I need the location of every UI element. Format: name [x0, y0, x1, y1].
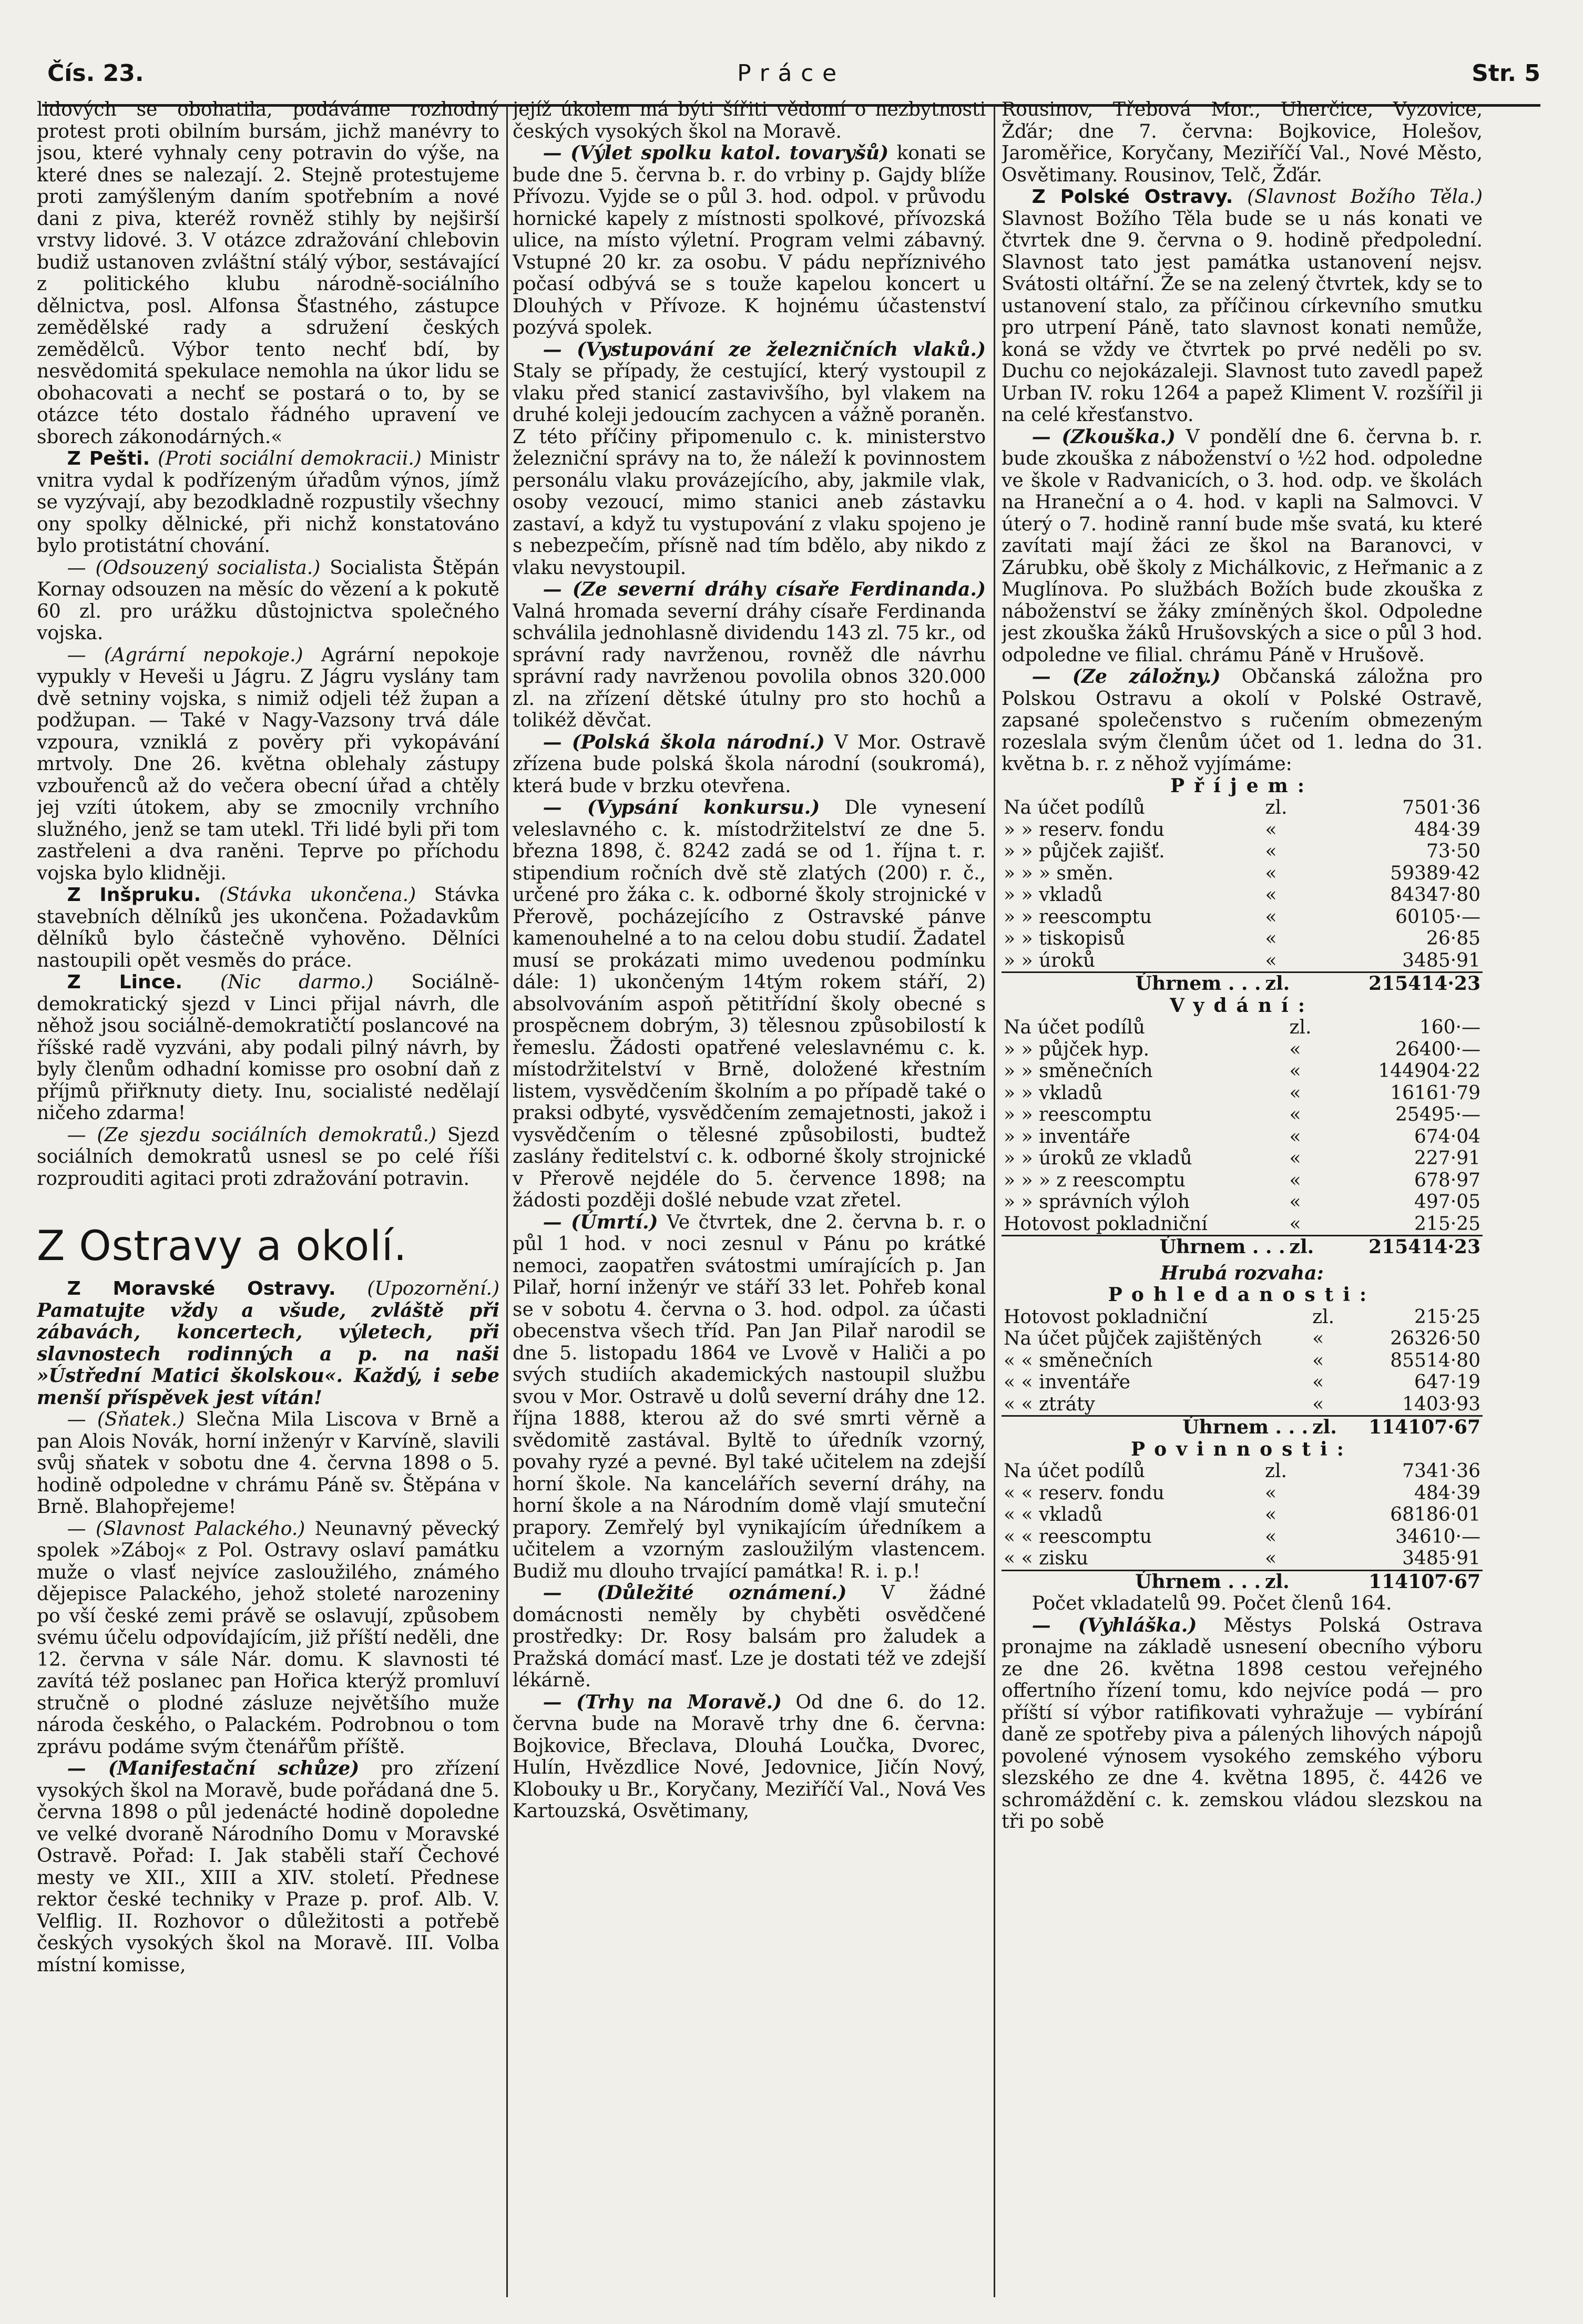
article-headline: — (Vyhláška.)	[1031, 1614, 1197, 1636]
table-row	[1002, 1039, 1483, 1061]
row-currency: zl.	[1265, 797, 1288, 818]
row-currency: zl.	[1265, 1460, 1287, 1482]
row-amount: 144904·22	[1378, 1060, 1480, 1082]
table-row	[1002, 1060, 1483, 1082]
table-row	[1002, 906, 1483, 928]
article-headline: — (Ze severní dráhy císaře Ferdinanda.)	[543, 578, 986, 600]
article-palacky	[37, 1518, 499, 1758]
row-label: « « zisku	[1004, 1548, 1088, 1569]
row-amount: 34610·—	[1395, 1526, 1480, 1548]
row-currency: «	[1265, 1526, 1277, 1548]
article-headline: — (Ze záložny.)	[1031, 666, 1221, 688]
row-currency: «	[1289, 1125, 1301, 1148]
article-vystupovani	[513, 339, 986, 579]
row-currency: «	[1289, 1104, 1301, 1125]
row-amount: 484·39	[1414, 1482, 1480, 1504]
row-currency: «	[1289, 1060, 1301, 1082]
article-trhy	[513, 1692, 986, 1823]
table-row	[1002, 1394, 1483, 1416]
article-text: Ministr vnitra vydal k podřízeným úřadům výnos, jímž se vyzývají, aby bezodkladně rozpustily všechny ony spolky dělnické, při nichž konstatováno bylo protistátní chování.	[37, 448, 499, 557]
row-currency: «	[1289, 1191, 1301, 1213]
table-povinnosti	[1002, 1460, 1483, 1593]
row-amount: 497·05	[1414, 1191, 1480, 1213]
row-currency: zl.	[1289, 1017, 1312, 1038]
article-headline: — (Slavnost Palackého.)	[67, 1518, 305, 1540]
table-body	[1002, 797, 1483, 972]
article-headline: — (Sňatek.)	[67, 1409, 185, 1430]
row-amount: 215·25	[1414, 1306, 1480, 1328]
row-currency: «	[1289, 1148, 1301, 1169]
row-amount: 678·97	[1414, 1169, 1480, 1191]
row-currency: zl.	[1312, 1306, 1335, 1328]
article-text: Valná hromada severní dráhy císaře Ferdinanda schválila jednohlasně dividendu 143 zl. 75 kr., od správní rady navrženou, rovněž dle návrhu správní rady navrženou povolila obnos 320.000 zl. na zřízení dětské útulny pro sto hochů a tolikéž děvčat.	[513, 600, 986, 731]
row-label: Na účet podílů	[1004, 1460, 1145, 1482]
total-amount: 114107·67	[1299, 1570, 1483, 1593]
row-currency: «	[1289, 1169, 1301, 1191]
article-text: Agrární nepokoje vypukly v Heveši u Jágru. Z Jágru vyslány tam dvě setniny vojska, s nimiž odjeli též župan a podžupan. — Také v Nagy-Vazsony trvá dále vzpoura, vzniklá z pověry při vykopávání mrtvoly. Dne 26. května oblehaly zástupy vzbouřenců až do večera obecní úřad a chtěly jej vzíti útokem, aby se zmocnily vrchního služného, jenž se tam utekl. Tři lidé byli při tom zastřeleni a dva raněni. Teprve po příchodu vojska bylo klidněji.	[37, 644, 499, 884]
total-label: Úhrnem . . .	[1002, 1570, 1263, 1593]
article-headline: — (Úmrtí.)	[543, 1211, 658, 1233]
row-amount: 3485·91	[1402, 1548, 1480, 1569]
article-polska-skola	[513, 732, 986, 797]
row-label: » » inventáře	[1004, 1125, 1130, 1148]
article-text: Staly se případy, že cestující, který vystoupil z vlaku před stanicí zastavivšího, byl vlakem na druhé koleji jedoucím zachycen a vážně poraněn. Z této příčiny připomenulo c. k. ministerstvo železniční správy na to, že náleží k povinnostem personálu vlaku provázejícího, aby, jakmile vlak, osoby vezoucí, mimo stanici aneb zástavku zastaví, a když tu vystupování z vlaku spojeno je s nebezpečím, přísně nad tím bdělo, aby nikdo z vlaku nevystoupil.	[513, 361, 986, 579]
article-headline: (Proti sociální demokracii.)	[158, 448, 422, 469]
total-label: Úhrnem . . .	[1002, 972, 1263, 995]
article-text: Stávka stavebních dělníků jes ukončena. Požadavkům dělníků bylo částečně vyhověno. Dělníci nastoupili opět vesměs do práce.	[37, 884, 499, 971]
newspaper-title: Práce	[737, 60, 845, 87]
article-dulezite	[513, 1582, 986, 1692]
total-label: Úhrnem . . .	[1002, 1236, 1288, 1258]
article-text: konati se bude dne 5. června b. r. do vrbiny p. Gajdy blíže Přívozu. Vyjde se o půl 3. hod. odpol. v průvodu hornické kapely z místnosti spolkové, přívozská ulice, na místo výletní. Program velmi zábavný. Vstupné 20 kr. za osobu. V pádu nepříznivého počasí odbývá se s touže kapelou koncert u Dlouhých v Přívoze. K hojnému účastenství pozývá spolek.	[513, 142, 986, 339]
article-text: Městys Polská Ostrava pronajme na základě usnesení obecního výboru ze dne 26. května 1898 cestou veřejného offertního řízení tomu, kdo nejvíce podá — pro příští sí výbor ratifikovati vyhražuje — vybírání daně ze spotřeby piva a pálených lihových nápojů povolené výnosem vysokého zemského výboru slezského ze dne 4. května 1895, č. 4426 ve schromáždění c. k. zemskou vládou slezskou na tři po sobě	[1002, 1614, 1483, 1832]
table-row	[1002, 1504, 1483, 1526]
article-text: V žádné domácnosti neměly by chyběti osvědčené prostředky: Dr. Rosy balsám pro žaludek a Pražská domácí masť. Lze je dostati též ve zdejší lékárně.	[513, 1582, 986, 1691]
row-currency: «	[1265, 884, 1277, 906]
row-currency: «	[1312, 1393, 1324, 1415]
table-vydani	[1002, 1017, 1483, 1258]
table-row	[1002, 1328, 1483, 1350]
total-currency: zl.	[1288, 1236, 1323, 1258]
table-row	[1002, 1126, 1483, 1148]
row-label: « « vkladů	[1004, 1504, 1103, 1526]
total-amount: 215414·23	[1323, 1236, 1483, 1258]
article-konkurs	[513, 797, 986, 1212]
article-headline: — (Výlet spolku katol. tovaryšů)	[543, 142, 889, 164]
total-amount: 215414·23	[1299, 972, 1483, 995]
table-body	[1002, 1306, 1483, 1416]
row-amount: 674·04	[1414, 1125, 1480, 1148]
article-manifestace	[37, 1758, 499, 1976]
article-text: Občanská záložna pro Polskou Ostravu a okolí v Polské Ostravě, zapsané společenstvo s ručením obmezeným rozeslala svým členům účet od 1. ledna do 31. května b. r. z něhož vyjímáme:	[1002, 666, 1483, 775]
row-currency: «	[1289, 1082, 1301, 1104]
page-number: Str. 5	[1472, 60, 1540, 87]
table-body	[1002, 1017, 1483, 1236]
table-prijem	[1002, 797, 1483, 995]
row-label: « « reescomptu	[1004, 1526, 1152, 1548]
row-label: » » směnečních	[1004, 1060, 1153, 1082]
row-currency: «	[1265, 1482, 1277, 1504]
article-text: Sjezd sociálních demokratů usnesl se po celé říši rozprouditi agitaci proti zdražování potravin.	[37, 1124, 499, 1190]
column-divider	[506, 105, 508, 2297]
row-amount: 16161·79	[1390, 1082, 1480, 1104]
table-row	[1002, 863, 1483, 885]
row-amount: 84347·80	[1390, 884, 1480, 906]
row-label: » » tiskopisů	[1004, 928, 1126, 949]
row-currency: «	[1265, 818, 1277, 841]
row-currency: «	[1265, 906, 1277, 928]
row-amount: 26·85	[1426, 928, 1480, 949]
article-drahy	[513, 579, 986, 732]
article-snatek	[37, 1409, 499, 1518]
total-currency: zl.	[1310, 1416, 1346, 1439]
article-headline: — (Trhy na Moravě.)	[543, 1691, 782, 1713]
table-heading-rozvaha: Hrubá rozvaha:	[1160, 1262, 1324, 1284]
article-text: Ve čtvrtek, dne 2. června b. r. o půl 1 hod. v noci zesnul v Pánu po krátké nemoci, zaopatřen svátostmi umírajících p. Jan Pilař, horní inženýr ve stáří 33 let. Pohřeb konal se v sobotu 4. června o 3. hod. odpol. za účasti obecenstva všech tříd. Pan Jan Pilař narodil se dne 5. listopadu 1864 ve Lvově v Haliči a po svých studiích akademických nastoupil službu svou v Mor. Ostravě u dolů severní dráhy dne 12. října 1888, kterou až do své smrti věrně a svědomitě zastával. Byltě to úředník vzorný, povahy ryzé a pevné. Byl také učitelem na zdejší horní škole. Na kancelářích severní dráhy, na horní škole a na Národním domě vlají smuteční prapory. Zemřelý byl vynikajícím úředníkem a učitelem a vzorným zasloužilým vlastencem. Budiž mu dlouho trvající památka! R. i. p.!	[513, 1211, 986, 1582]
article-zkouska	[1002, 426, 1483, 667]
article-text: Od dne 6. do 12. června bude na Moravě trhy dne 6. června: Bojkovice, Břeclava, Dlouhá Loučka, Dvorec, Hulín, Hvězdlice Nové, Jedovnice, Jičín Nový, Klobouky u Br., Koryčany, Meziříčí Val., Nová Ves Kartouzská, Osvětimany,	[513, 1691, 986, 1822]
row-currency: «	[1265, 862, 1277, 884]
table-pohledavky	[1002, 1306, 1483, 1439]
row-label: « « reserv. fondu	[1004, 1482, 1165, 1504]
total-currency: zl.	[1263, 1570, 1299, 1593]
article-pest	[37, 448, 499, 557]
row-amount: 85514·80	[1390, 1349, 1480, 1371]
table-row	[1002, 1213, 1483, 1236]
row-label: » » půjček hyp.	[1004, 1038, 1150, 1060]
article-headline: — (Odsouzený socialista.)	[67, 557, 321, 579]
table-heading-povinnosti: Povinnosti:	[1131, 1438, 1353, 1460]
row-amount: 227·91	[1414, 1148, 1480, 1169]
article-headline: — (Zkouška.)	[1031, 425, 1176, 448]
article-headline: — (Polská škola národní.)	[543, 731, 825, 753]
table-row	[1002, 841, 1483, 863]
article-vylet	[513, 142, 986, 339]
article-text: Dle vynesení veleslavného c. k. místodržitelství ze dne 5. března 1898, č. 8242 zadá se od 1. října t. r. stipendium ročních dvě stě zlatých (200) r. č., určené pro žáka c. k. odborné školy strojnické v Přerově, pocházejícího z Ostravské pánve kamenouhelné a to na celou dobu studií. Žadatel musí se prokázati mimo uvedenou podmínku dále: 1) ukončeným 14tým rokem stáří, 2) absolvováním aspoň pětitřídní školy obecné s prospěcnem dobrým, 3) tělesnou způsobilostí k řemeslu. Žádosti opatřené veleslavnému c. k. místodržitelství v Brně, doložené křestním listem, vysvědčením školním a po případě také o praksi odbyté, vysvědčením zemajetnosti, jakož i vysvědčením o tělesné způsobilosti, budtež zaslány ředitelství c. k. odborné školy strojnické v Přerově nejdéle do 5. července 1898; na žádosti později došlé nebude vzat zřetel.	[513, 797, 986, 1211]
total-currency: zl.	[1263, 972, 1299, 995]
table-row	[1002, 1082, 1483, 1104]
table-row	[1002, 797, 1483, 819]
row-currency: «	[1312, 1349, 1324, 1371]
row-currency: «	[1289, 1038, 1301, 1060]
article-location: Z Pešti.	[67, 448, 150, 469]
table-heading-pohledavky: Pohledanosti:	[1108, 1284, 1376, 1306]
table-heading-vydani: Vydání:	[1169, 994, 1315, 1017]
row-label: » » reescomptu	[1004, 1104, 1152, 1125]
article-zalozna	[1002, 666, 1483, 775]
table-row	[1002, 1170, 1483, 1192]
article-text: Slavnost Božího Těla bude se u nás konati ve čtvrtek dne 9. června o 9. hodině předpolední. Slavnost tato jest památka ustanovení nejsv. Svátosti oltářní. Že se na zelený čtvrtek, kdy se to ustanovení stalo, za příčinou církevního smutku pro utrpení Páně, tato slavnost konati nemůže, koná se vždy ve čtvrtek po prvé neděli po sv. Duchu co nejokázaleji. Slavnost tuto zavedl papež Urban IV. roku 1264 a papež Kliment V. rozšířil ji na celé křesťanstvo.	[1002, 208, 1483, 426]
row-label: » » reserv. fondu	[1004, 818, 1165, 841]
row-amount: 25495·—	[1395, 1104, 1480, 1125]
article-location: Z Lince.	[67, 971, 183, 993]
article-pocet: Počet vkladatelů 99. Počet členů 164.	[1031, 1593, 1392, 1614]
row-currency: «	[1265, 841, 1277, 862]
row-amount: 484·39	[1414, 818, 1480, 841]
table-row	[1002, 1148, 1483, 1170]
section-title: Z Ostravy a okolí.	[37, 1223, 407, 1270]
article-text: Neunavný pěvecký spolek »Záboj« z Pol. Ostravy oslaví památku muže o vlasť nejvíce zasloužilého, známého dějepisce Palackého, jehož stoleté narozeniny po vší české zemi právě se oslavují, způsobem svému účelu odpovídajícím, již příští neděli, dne 12. června v sále Nár. domu. K slavnosti té zavítá též poslanec pan Hořica kterýž promluví stručně o plodné zásluze největšího muže národa českého, o Palackém. Podrobnou o tom zprávu podáme svým čtenářům příště.	[37, 1518, 499, 1758]
article-paragraph: Rousinov, Třebová Mor., Uherčice, Vyzovice, Žďár; dne 7. června: Bojkovice, Holešov, Jaroměřice, Koryčany, Meziříčí Val., Nové Město, Osvětimany. Rousinov, Telč, Žďár.	[1002, 99, 1483, 186]
article-paragraph: jejíž úkolem má býti šířiti vědomí o nezbytnosti českých vysokých škol na Moravě.	[513, 99, 986, 142]
article-headline: (Nic darmo.)	[220, 971, 374, 993]
article-text: Pamatujte vždy a všude, zvláště při zábavách, koncertech, výletech, při slavnostech rodinných a p. na naši »Ústřední Matici školskou«. Každý, i sebe menší příspěvek jest vítán!	[37, 1299, 499, 1409]
column-divider	[994, 105, 995, 2297]
row-label: Hotovost pokladniční	[1004, 1213, 1208, 1235]
table-row	[1002, 884, 1483, 906]
table-row	[1002, 1482, 1483, 1504]
article-headline: (Upozornění.)	[367, 1278, 499, 1299]
table-total-row	[1002, 1236, 1483, 1258]
issue-number: Čís. 23.	[47, 60, 144, 87]
table-total-row	[1002, 1416, 1483, 1439]
row-label: » » úroků ze vkladů	[1004, 1148, 1192, 1169]
article-location: Z Moravské Ostravy.	[67, 1278, 336, 1299]
column-3	[1002, 99, 1483, 2304]
article-headline: (Slavnost Božího Těla.)	[1247, 186, 1483, 208]
article-headline: — (Důležité oznámení.)	[543, 1582, 847, 1604]
table-row	[1002, 1460, 1483, 1482]
article-headline: (Stávka ukončena.)	[219, 884, 416, 906]
row-amount: 3485·91	[1402, 949, 1480, 971]
row-currency: «	[1312, 1371, 1324, 1393]
row-label: Na účet podílů	[1004, 797, 1145, 818]
total-label: Úhrnem . . .	[1002, 1416, 1310, 1439]
article-sjezd	[37, 1124, 499, 1190]
table-row	[1002, 1548, 1483, 1570]
article-moravska	[37, 1278, 499, 1409]
row-currency: «	[1265, 1504, 1277, 1526]
article-location: Z Polské Ostravy.	[1031, 186, 1233, 208]
article-location: Z Inšpruku.	[67, 884, 201, 906]
row-label: » » správních výloh	[1004, 1191, 1190, 1213]
row-label: « « ztráty	[1004, 1393, 1095, 1415]
article-text: Sociálně-demokratický sjezd v Linci přijal návrh, dle něhož jsou sociálně-demokratičtí poslancové na říšské radě vyzváni, aby podali pilný návrh, by byly členům odhadní komisse pro osobní daň z příjmů přiřknuty diety. Inu, socialisté nedělají ničeho zdarma!	[37, 971, 499, 1124]
article-agrarni	[37, 644, 499, 885]
article-linec	[37, 971, 499, 1124]
table-row	[1002, 928, 1483, 950]
article-text: V pondělí dne 6. června b. r. bude zkouška z náboženství o ½2 hod. odpoledne ve škole v Radvanicích, o 3. hod. odp. ve školách na Hraneční a o 4. hod. v kapli na Salmovci. V úterý o 7. hodině ranní bude mše svatá, ku které zavítati mají žáci ze škol na Baranovci, v Zárubku, obě školy z Michálkovic, z Heřmanic a z Muglínova. Po službách Božích bude zkouška z náboženství se žáky zmíněných škol. Odpoledne jest zkouška žáků Hrušovských a sice o půl 3 hod. odpoledne ve filial. chrámu Páně v Hrušově.	[1002, 426, 1483, 666]
table-row	[1002, 1104, 1483, 1126]
row-label: Na účet podílů	[1004, 1017, 1145, 1038]
article-headline: — (Manifestační schůze)	[67, 1757, 360, 1779]
row-amount: 60105·—	[1395, 906, 1480, 928]
row-amount: 73·50	[1426, 841, 1480, 862]
column-2	[513, 99, 986, 2304]
row-label: Hotovost pokladniční	[1004, 1306, 1208, 1328]
article-headline: — (Vystupování ze železničních vlaků.)	[543, 338, 986, 361]
row-amount: 1403·93	[1402, 1393, 1480, 1415]
article-headline: — (Ze sjezdu sociálních demokratů.)	[67, 1124, 437, 1146]
row-amount: 59389·42	[1390, 862, 1480, 884]
row-amount: 160·—	[1419, 1017, 1480, 1038]
row-label: » » » z reescomptu	[1004, 1169, 1186, 1191]
table-row	[1002, 1191, 1483, 1213]
row-label: » » úroků	[1004, 949, 1096, 971]
table-body	[1002, 1460, 1483, 1570]
article-headline: — (Agrární nepokoje.)	[67, 644, 303, 666]
table-row	[1002, 1017, 1483, 1039]
table-heading-prijem: Příjem:	[1170, 774, 1314, 797]
row-label: Na účet půjček zajištěných	[1004, 1328, 1262, 1349]
row-label: » » vkladů	[1004, 1082, 1103, 1104]
row-amount: 7501·36	[1402, 797, 1480, 818]
table-total-row	[1002, 1570, 1483, 1593]
article-text: pro zřízení vysokých škol na Moravě, bude pořádaná dne 5. června 1898 o půl jedenácté hodině dopoledne ve velké dvoraně Národního Domu v Moravské Ostravě. Pořad: I. Jak staběli staří Čechové mesty ve XII., XIII a XIV. století. Přednese rektor české techniky v Praze p. prof. Alb. V. Velflig. II. Rozhovor o důležitosti a potřebě českých vysokých škol na Moravě. III. Volba místní komisse,	[37, 1758, 499, 1976]
row-label: » » » směn.	[1004, 862, 1114, 884]
row-currency: «	[1312, 1328, 1324, 1349]
table-row	[1002, 1526, 1483, 1548]
article-polska-ostrava	[1002, 186, 1483, 426]
row-label: « « směnečních	[1004, 1349, 1153, 1371]
table-row	[1002, 819, 1483, 841]
table-row	[1002, 1371, 1483, 1394]
table-row	[1002, 1306, 1483, 1328]
page-header	[42, 26, 1540, 89]
total-amount: 114107·67	[1346, 1416, 1483, 1439]
column-1	[37, 99, 499, 2304]
row-amount: 7341·36	[1402, 1460, 1480, 1482]
table-total-row	[1002, 972, 1483, 995]
row-amount: 215·25	[1414, 1213, 1480, 1235]
row-currency: «	[1289, 1213, 1301, 1235]
row-label: » » vkladů	[1004, 884, 1103, 906]
article-odsouzeny	[37, 557, 499, 644]
row-label: » » půjček zajišť.	[1004, 841, 1165, 862]
row-amount: 26326·50	[1390, 1328, 1480, 1349]
row-amount: 26400·—	[1395, 1038, 1480, 1060]
article-text: Slečna Mila Liscova v Brně a pan Alois Novák, horní inženýr v Karvíně, slavili svůj sňatek v sobotu dne 4. června 1898 o 5. hodině odpoledne v chrámu Páně sv. Štěpána v Brně. Blahopřejeme!	[37, 1409, 499, 1518]
article-paragraph: lidových se obohatila, podáváme rozhodný protest proti obilním bursám, jichž manévry to jsou, které vyhnaly ceny potravin do výše, na které dnes se nalezají. 2. Stejně protestujeme proti zamýšleným daním spotřebním a nové dani z piva, kteréž rovněž stihly by nejširší vrstvy lidové. 3. V otázce zdražování chlebovin budiž ustanoven zvláštní stálý výbor, sestávající z politického klubu národně-sociálního dělnictva, posl. Alfonsa Šťastného, zástupce zemědělské rady a sdružení českých zemědělců. Výbor tento nechť bdí, by nesvědomitá spekulace nemohla na úkor lidu se obohacovati a nechť se postará o to, by se otázce této dostalo řádného upravení ve sborech zákonodárných.«	[37, 99, 499, 448]
article-text: Socialista Štěpán Kornay odsouzen na měsíc do vězení a k pokutě 60 zl. pro urážku důstojnictva společného vojska.	[37, 557, 499, 644]
row-label: » » reescomptu	[1004, 906, 1152, 928]
row-currency: «	[1265, 928, 1277, 949]
row-amount: 647·19	[1414, 1371, 1480, 1393]
article-text: V Mor. Ostravě zřízena bude polská škola národní (soukromá), která bude v brzku otevřena.	[513, 731, 986, 797]
row-amount: 68186·01	[1390, 1504, 1480, 1526]
article-headline: — (Vypsání konkursu.)	[543, 796, 820, 818]
article-inspruk	[37, 884, 499, 971]
row-currency: «	[1265, 1548, 1277, 1569]
row-label: « « inventáře	[1004, 1371, 1130, 1393]
table-row	[1002, 950, 1483, 972]
article-vyhlaska	[1002, 1615, 1483, 1833]
row-currency: «	[1265, 949, 1277, 971]
table-row	[1002, 1350, 1483, 1372]
article-umrti	[513, 1212, 986, 1583]
